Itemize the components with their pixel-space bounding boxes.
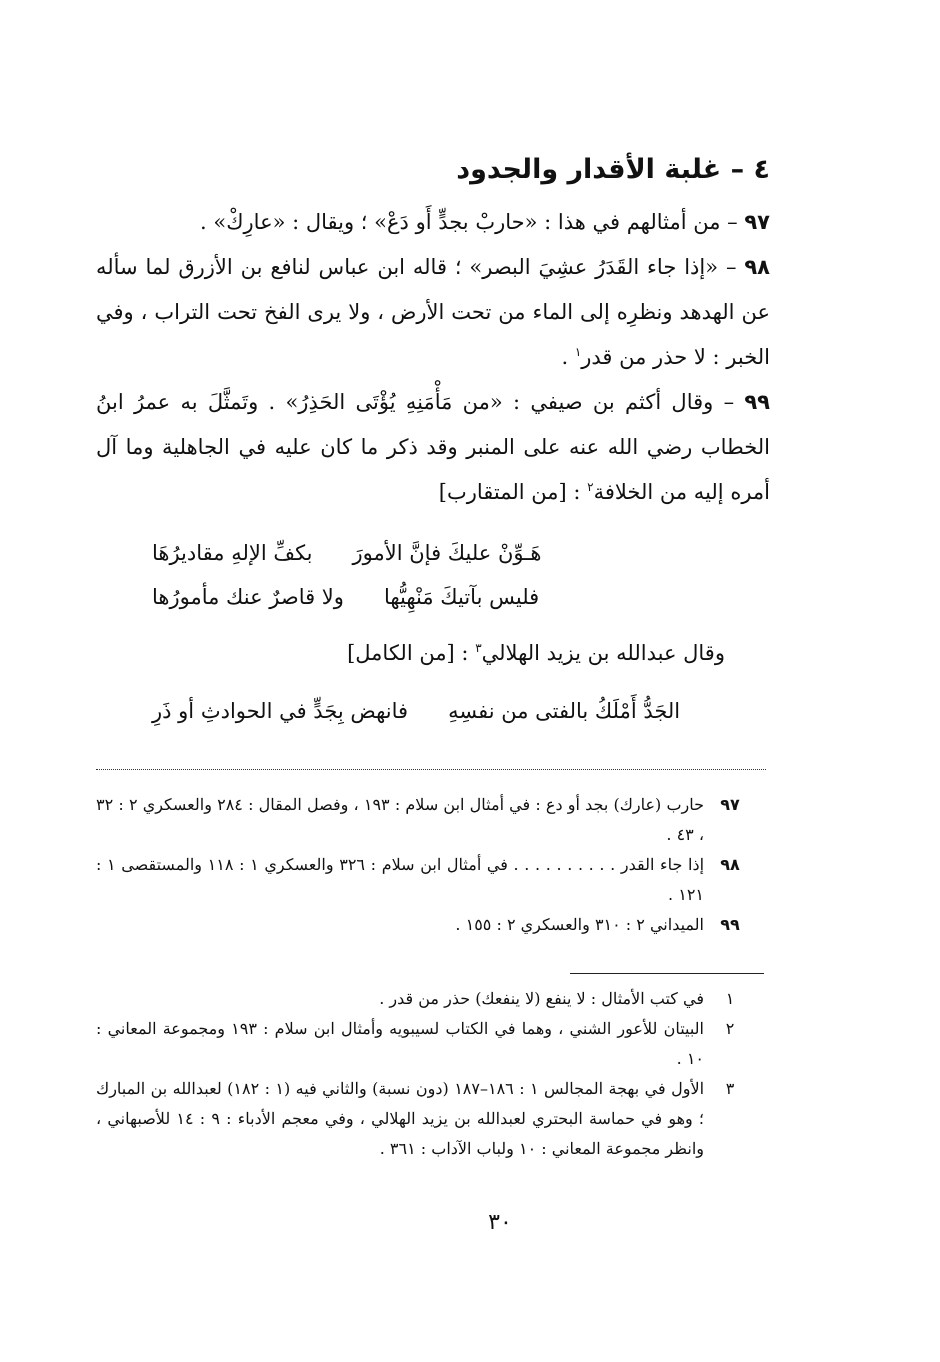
source-text: إذا جاء القدر . . . . . . . . . . في أمثال ابن سلام : ٣٢٦ والعسكري ١ : ١١٨ والمستقصى ١ : ١٢١ . [96, 855, 705, 904]
section-dash: – [730, 154, 745, 185]
main-text [96, 150, 770, 733]
verse-line [96, 531, 770, 575]
source-item [96, 850, 756, 910]
verse-second-half: ولا قاصرٌ عنك مأمورُها [152, 585, 344, 609]
poem-2-intro [96, 631, 725, 675]
entry-tail: . [561, 345, 575, 369]
poem-1 [96, 531, 770, 619]
footnote-number: ١ [725, 989, 735, 1008]
verse-first-half: هَـوِّنْ عليكَ فإنَّ الأمورَ [352, 541, 542, 565]
intro-tail: : [من الكامل] [347, 641, 476, 665]
entry-number: ٩٩ [744, 390, 770, 414]
entry-97 [96, 200, 770, 245]
entry-text: من أمثالهم في هذا : «حاربْ بجدٍّ أَو دَعْ» ؛ ويقال : «عارِكْ» . [200, 210, 721, 234]
section-heading [96, 150, 770, 190]
verse-line [96, 689, 770, 733]
source-number: ٩٧ [720, 795, 740, 814]
footnote-item [96, 1014, 756, 1074]
verse-second-half: بكفِّ الإلهِ مقاديرُهَا [152, 541, 313, 565]
entry-98 [96, 245, 770, 380]
footnotes-divider [570, 973, 764, 974]
entry-dash: – [727, 210, 738, 234]
footnote-number: ٣ [725, 1079, 735, 1098]
entry-text: وقال أكثم بن صيفي : «من مَأْمَنِهِ يُؤْتَى الحَذِرُ» . وتَمثَّلَ به عمرُ ابنُ الخطاب رضي الله عنه على المنبر وقد ذكر ما كان عليه في الجاهلية وما آل أمره إليه من الخلافة [96, 390, 770, 504]
section-title: غلبة الأقدار والجدود [456, 154, 722, 185]
footnotes-list [96, 984, 756, 1164]
verse-second-half: فانهض بِجَدٍّ في الحوادثِ أو ذَرِ [152, 699, 409, 723]
footnote-number: ٢ [725, 1019, 735, 1038]
footnote-text: الأول في بهجة المجالس ١ : ١٨٦–١٨٧ (دون نسبة) والثاني فيه (١ : ١٨٢) لعبدالله بن المبارك ؛ وهو في حماسة البحتري لعبدالله بن يزيد الهلالي ، وفي معجم الأدباء : ٩ : ١٤ للأصبهاني ، وانظر مجموعة المعاني : ١٠ ولباب الآداب : ٣٦١ . [96, 1079, 705, 1158]
entry-dash: – [723, 390, 735, 414]
page-number: ٣٠ [488, 1210, 512, 1235]
poem-2 [96, 689, 770, 733]
footnote-text: في كتب الأمثال : لا ينفع (لا ينفعك) حذر من قدر . [379, 989, 704, 1008]
verse-line [96, 575, 770, 619]
sources-divider [96, 769, 766, 770]
entry-dash: – [725, 255, 737, 279]
source-text: الميداني ٢ : ٣١٠ والعسكري ٢ : ١٥٥ . [455, 915, 704, 934]
intro-text: وقال عبدالله بن يزيد الهلالي [481, 641, 725, 665]
source-text: حارب (عارك) بجد أو دع : في أمثال ابن سلام : ١٩٣ ، وفصل المقال : ٢٨٤ والعسكري ٢ : ٣٢ ، ٤٣ . [96, 795, 705, 844]
entry-number: ٩٨ [744, 255, 770, 279]
entry-99 [96, 380, 770, 515]
footnote-ref: ٣ [475, 641, 482, 655]
footnote-text: البيتان للأعور الشني ، وهما في الكتاب لسيبويه وأمثال ابن سلام : ١٩٣ ومجموعة المعاني : ١٠ . [96, 1019, 704, 1068]
footnote-item [96, 1074, 756, 1164]
verse-first-half: فليس بآتيكَ مَنْهِيُّها [383, 585, 540, 609]
source-number: ٩٩ [720, 915, 740, 934]
footnote-ref: ١ [574, 345, 582, 359]
verse-first-half: الجَدُّ أَمْلَكُ بالفتى من نفسِهِ [448, 699, 681, 723]
entry-text: «إذا جاء القَدَرُ عشِيَ البصر» ؛ قاله ابن عباس لنافع بن الأزرق لما سأله عن الهدهد ونظرِه إلى الماء من تحت الأرض ، ولا يرى الفخ تحت التراب ، وفي الخبر : لا حذر من قدر [96, 255, 770, 369]
entry-number: ٩٧ [744, 210, 770, 234]
source-number: ٩٨ [720, 855, 740, 874]
footnote-item [96, 984, 756, 1014]
sources-list [96, 790, 756, 940]
section-number: ٤ [753, 154, 770, 185]
source-item [96, 790, 756, 850]
source-item [96, 910, 756, 940]
footnote-ref: ٢ [587, 480, 594, 494]
entry-tail: : [من المتقارب] [438, 480, 588, 504]
